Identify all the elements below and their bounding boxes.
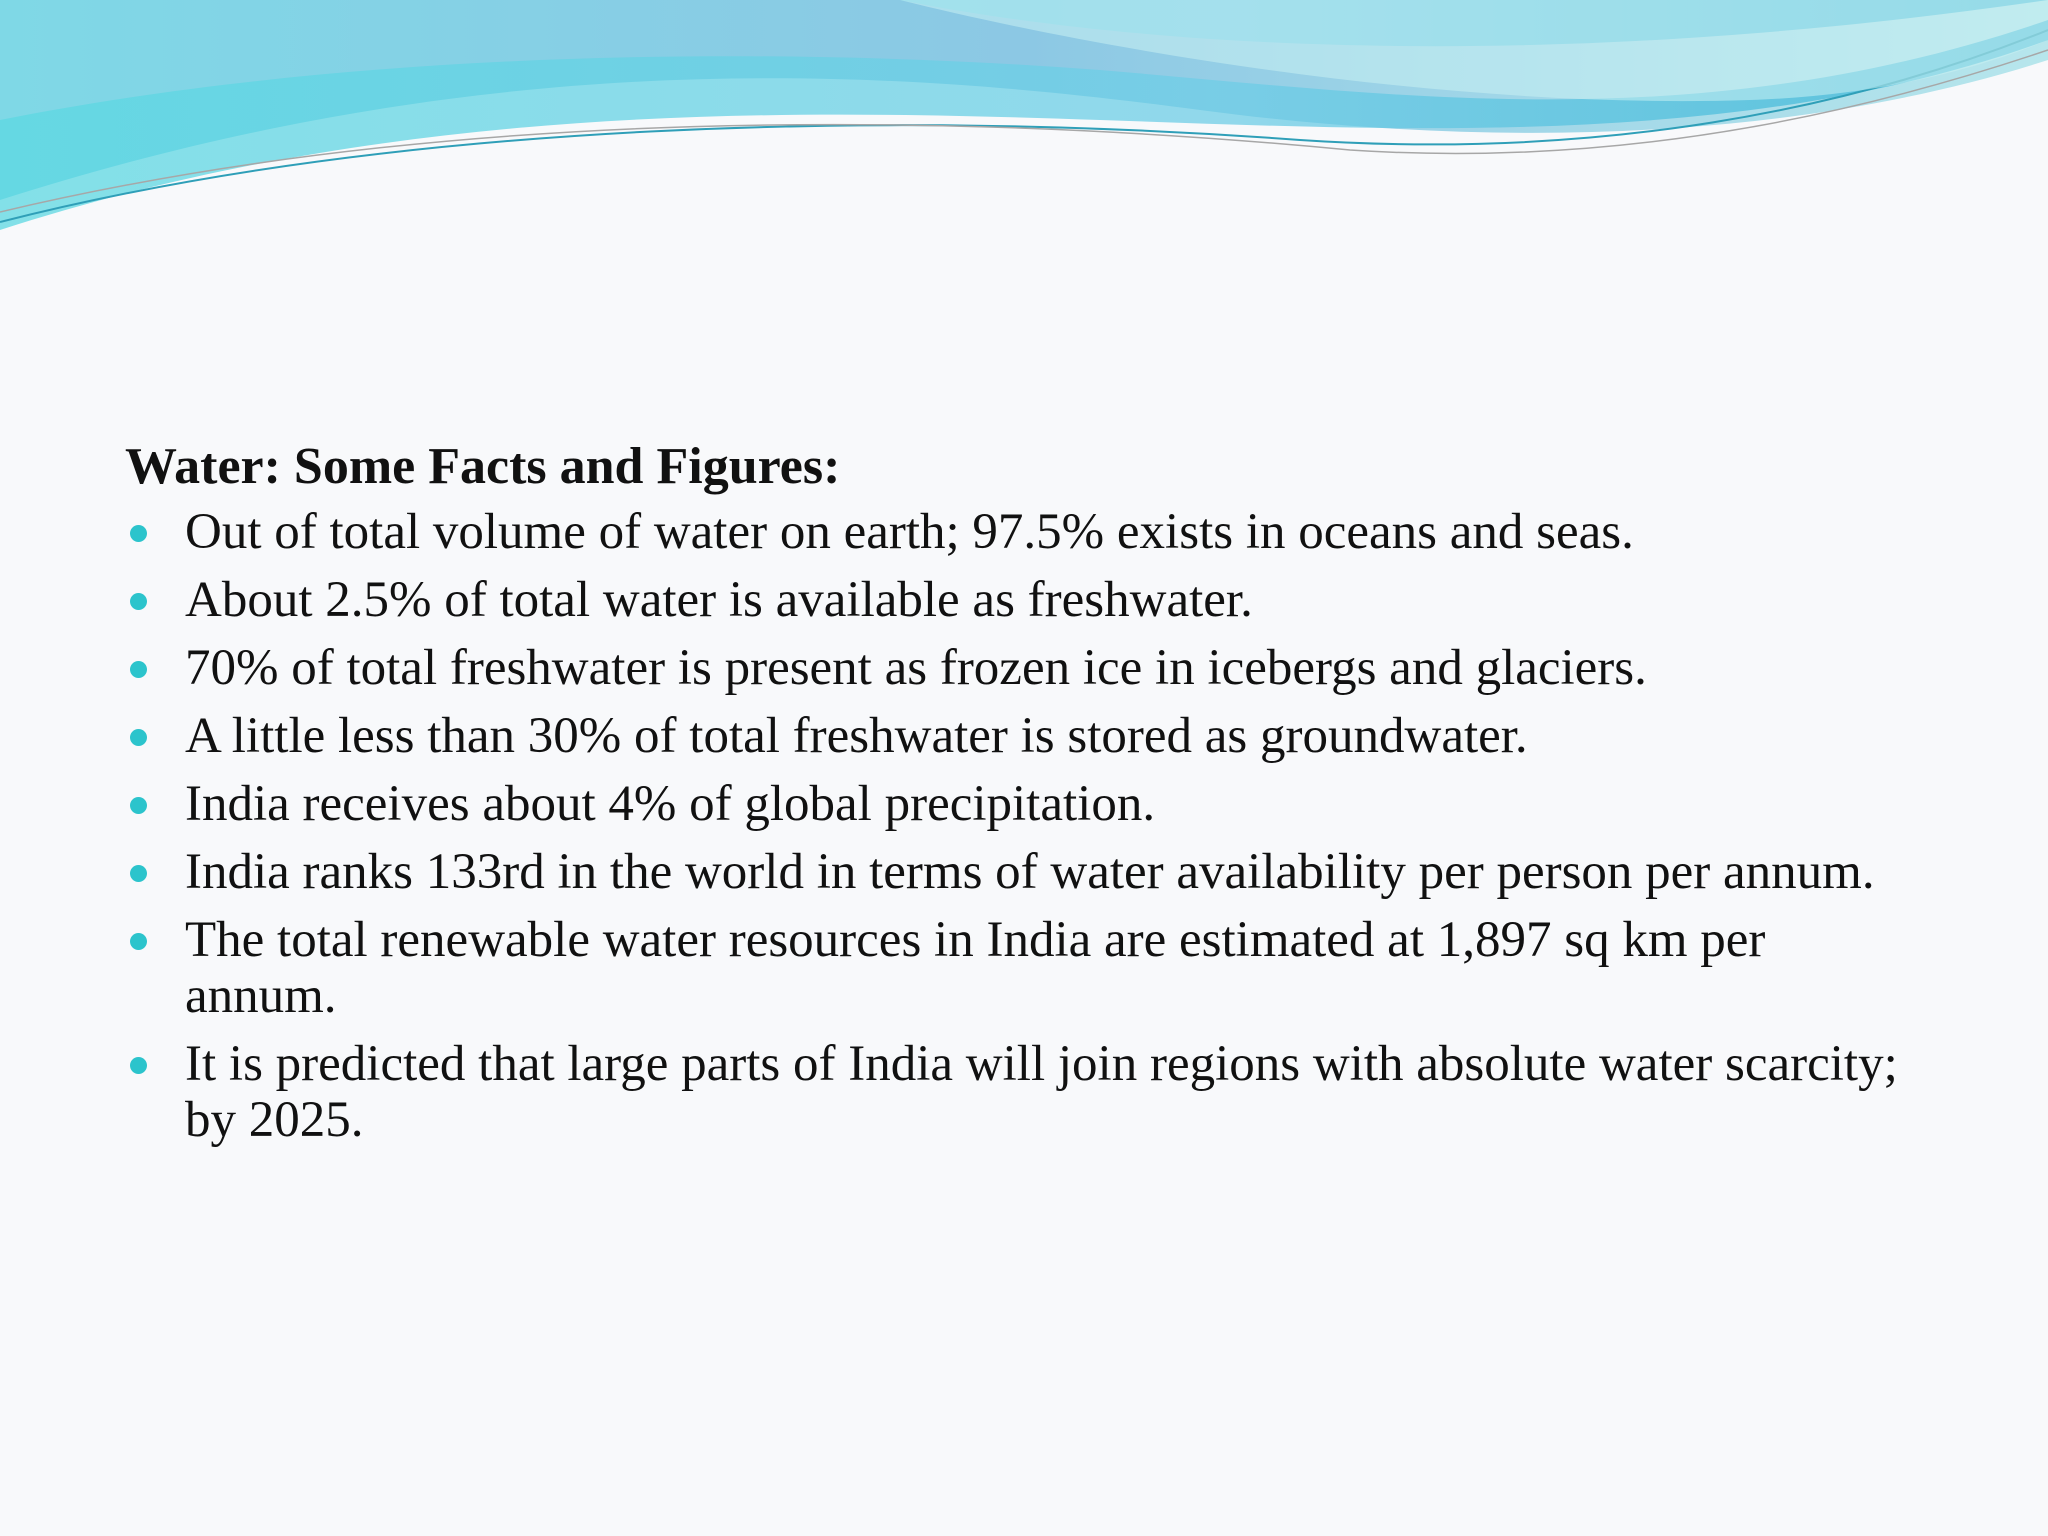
bullet-dot-icon [130, 661, 147, 678]
bullet-text: About 2.5% of total water is available as freshwater. [185, 572, 1253, 628]
bullet-text: Out of total volume of water on earth; 97.5% exists in oceans and seas. [185, 504, 1634, 560]
slide-content [125, 436, 1925, 1160]
bullet-item [125, 844, 1925, 900]
bullet-text: The total renewable water resources in India are estimated at 1,897 sq km per annum. [185, 912, 1766, 1024]
bullet-dot-icon [130, 729, 147, 746]
bullet-item [125, 1036, 1925, 1148]
bullet-list [125, 504, 1925, 1148]
bullet-text: India ranks 133rd in the world in terms of water availability per person per annum. [185, 844, 1875, 900]
bullet-dot-icon [130, 525, 147, 542]
header-wave-decoration [0, 0, 2048, 240]
bullet-dot-icon [130, 797, 147, 814]
bullet-item [125, 708, 1925, 764]
bullet-dot-icon [130, 865, 147, 882]
bullet-item [125, 912, 1925, 1024]
bullet-item [125, 504, 1925, 560]
bullet-item [125, 572, 1925, 628]
bullet-text: 70% of total freshwater is present as frozen ice in icebergs and glaciers. [185, 640, 1647, 696]
bullet-dot-icon [130, 1057, 147, 1074]
slide-heading: Water: Some Facts and Figures: [125, 438, 841, 495]
bullet-text: It is predicted that large parts of India will join regions with absolute water scarcity; by 2025. [185, 1036, 1898, 1148]
bullet-text: India receives about 4% of global precipitation. [185, 776, 1156, 832]
bullet-item [125, 640, 1925, 696]
bullet-dot-icon [130, 933, 147, 950]
bullet-dot-icon [130, 593, 147, 610]
bullet-item [125, 776, 1925, 832]
bullet-text: A little less than 30% of total freshwater is stored as groundwater. [185, 708, 1528, 764]
